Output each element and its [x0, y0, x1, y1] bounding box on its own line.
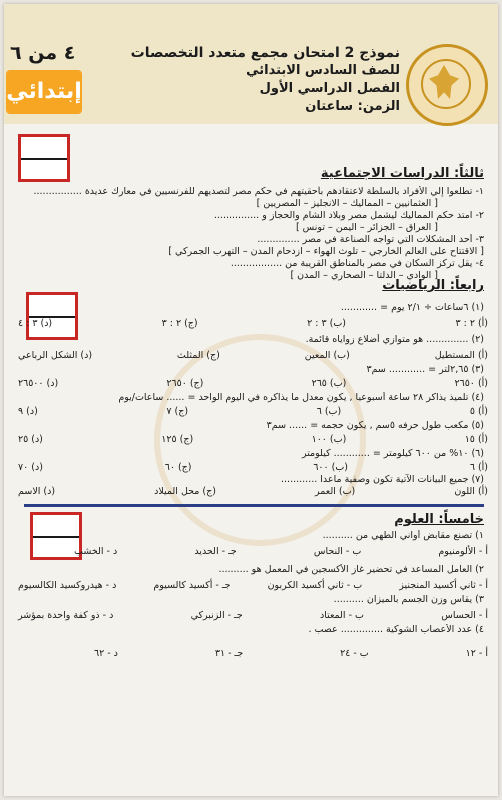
time-line: الزمن: ساعتان [305, 99, 400, 114]
option: جـ - أكسيد كالسيوم [153, 580, 231, 591]
option: (ب) العمر [315, 486, 356, 497]
page-badge: ٤ من ٦ [10, 42, 76, 64]
option: ب - ثاني أكسيد الكربون [267, 580, 363, 591]
science-q2-options [18, 580, 488, 591]
science-q4-options [94, 648, 488, 659]
math-title: رابعاً: الرياضيات [382, 278, 484, 293]
grade-line: للصف السادس الابتدائي [246, 63, 400, 78]
score-box [18, 134, 70, 182]
math-q5: (٥) مكعب طول حرفه ٥سم , يكون حجمه = ...... سم٣ [266, 420, 484, 431]
score-box [26, 292, 78, 340]
option: ب - المعتاد [319, 610, 364, 621]
option: (د) الشكل الرباعي [18, 350, 93, 361]
option: د - الخشب [74, 546, 118, 557]
option: (أ) المستطيل [434, 350, 488, 361]
option: جـ - الزنبركي [190, 610, 243, 621]
social-q1-options: [ العثمانيين – المماليك – الانجليز – المصريين ] [256, 198, 438, 209]
math-q4: (٤) تلميذ يذاكر ٢٨ ساعة أسبوعيا , يكون معدل ما يذاكره في اليوم الواحد = ...... ساعات/يوم [118, 392, 484, 403]
option: (أ) اللون [454, 486, 488, 497]
option: د - ذو كفة واحدة بمؤشر [18, 610, 114, 621]
math-q3: (٣) ٢,٦٥لتر = ............ سم٣ [366, 364, 484, 375]
exam-title: نموذج 2 امتحان مجمع متعدد التخصصات [130, 45, 400, 61]
social-q2-options: [ العراق – الجزائر – اليمن – تونس ] [295, 222, 438, 233]
ministry-seal-icon [406, 44, 488, 126]
science-title: خامساً: العلوم [394, 512, 484, 527]
math-q1-options [18, 318, 488, 329]
option: أ - ١٢ [465, 648, 488, 659]
option: (د) ٢٦٥٠٠ [18, 378, 59, 389]
option: د - هيدروكسيد الكالسيوم [18, 580, 117, 591]
social-q3-options: [ الاقتتاح على العالم الخارجي – تلوث الهواء – ازدحام المدن – التهرب الجمركي ] [168, 246, 484, 257]
option: (أ) ٥ [469, 406, 488, 417]
option: (ب) ٣ : ٢ [307, 318, 346, 329]
section-divider [24, 504, 484, 507]
option: (ج) ١٢٥ [161, 434, 194, 445]
math-q7-options [18, 486, 488, 497]
option: (ب) ٦ [316, 406, 342, 417]
math-q6: (٦) ١٠% من ٦٠٠ كيلومتر = ............ كيلومتر [301, 448, 484, 459]
science-q2: ٢) العامل المساعد في تحضير غاز الأكسجين في المعمل هو .......... [218, 564, 484, 575]
option: ب - ٢٤ [340, 648, 369, 659]
header-banner [4, 4, 498, 124]
social-title: ثالثاً: الدراسات الاجتماعية [320, 166, 484, 181]
social-q4-options: [ الوادي – الدلتا – الصحاري – المدن ] [290, 270, 438, 281]
math-q5-options [18, 434, 488, 445]
header-text [100, 44, 400, 116]
option: (د) ٣ : ٤ [18, 318, 53, 329]
exam-sheet [4, 4, 498, 796]
option: (أ) ٦ [469, 462, 488, 473]
option: أ - الحساس [441, 610, 488, 621]
science-q1: ١) تصنع مقابض أواني الطهي من .......... [322, 530, 484, 541]
science-q3: ٣) يقاس وزن الجسم بالميزان .......... [333, 594, 484, 605]
math-q7: (٧) جميع البيانات الآتية تكون وصفية ماعدا ............ [281, 474, 484, 485]
option: (أ) ١٥ [464, 434, 488, 445]
option: (ب) ٦٠٠ [313, 462, 349, 473]
option: جـ - الحديد [194, 546, 237, 557]
option: (ج) محل الميلاد [154, 486, 216, 497]
science-q3-options [18, 610, 488, 621]
option: (ب) المعين [304, 350, 350, 361]
option: ب - النحاس [313, 546, 362, 557]
option: (د) ٧٠ [18, 462, 43, 473]
brand-tag: إبتدائي [6, 70, 82, 114]
option: أ - ثاني أكسيد المنجنيز [399, 580, 488, 591]
option: د - ٦٢ [94, 648, 118, 659]
option: (أ) ٢٦٥٠ [454, 378, 488, 389]
social-q3: ٣- أحد المشكلات التي تواجه الصناعة في مصر .............. [257, 234, 484, 245]
option: (ج) ٢ : ٣ [161, 318, 198, 329]
option: (ج) المثلث [176, 350, 220, 361]
science-q1-options [74, 546, 488, 557]
option: (د) ٩ [18, 406, 38, 417]
social-q4: ٤- يقل تركز السكان في مصر بالمناطق القريبة من ................. [230, 258, 484, 269]
math-q3-options [18, 378, 488, 389]
social-q2: ٢- امتد حكم المماليك ليشمل مصر وبلاد الشام والحجاز و ............... [213, 210, 484, 221]
math-q1: (١) ٦ساعات ÷ ٢/١ يوم = ............ [340, 302, 484, 313]
social-q1: ١- تطلعوا إلي الأفراد بالسلطة لاعتقادهم بأحقيتهم في حكم مصر لتصديهم للفرنسيين في معارك عديدة ................ [33, 186, 484, 197]
option: (د) ٢٥ [18, 434, 43, 445]
option: (ج) ٢٦٥٠ [166, 378, 204, 389]
option: (ج) ٦٠ [164, 462, 192, 473]
term-line: الفصل الدراسي الأول [259, 81, 400, 96]
option: جـ - ٣١ [214, 648, 244, 659]
option: أ - الألومنيوم [438, 546, 488, 557]
option: (د) الاسم [18, 486, 56, 497]
option: (ب) ٢٦٥ [311, 378, 347, 389]
option: (ب) ١٠٠ [311, 434, 347, 445]
math-q6-options [18, 462, 488, 473]
math-q4-options [18, 406, 488, 417]
math-q2-options [18, 350, 488, 361]
science-q4: ٤) عدد الأعصاب الشوكية .............. عصب . [308, 624, 484, 635]
option: (ج) ٧ [166, 406, 189, 417]
option: (أ) ٢ : ٣ [455, 318, 488, 329]
math-q2: (٢) .............. هو متوازي أضلاع زواياه قائمة. [305, 334, 484, 345]
